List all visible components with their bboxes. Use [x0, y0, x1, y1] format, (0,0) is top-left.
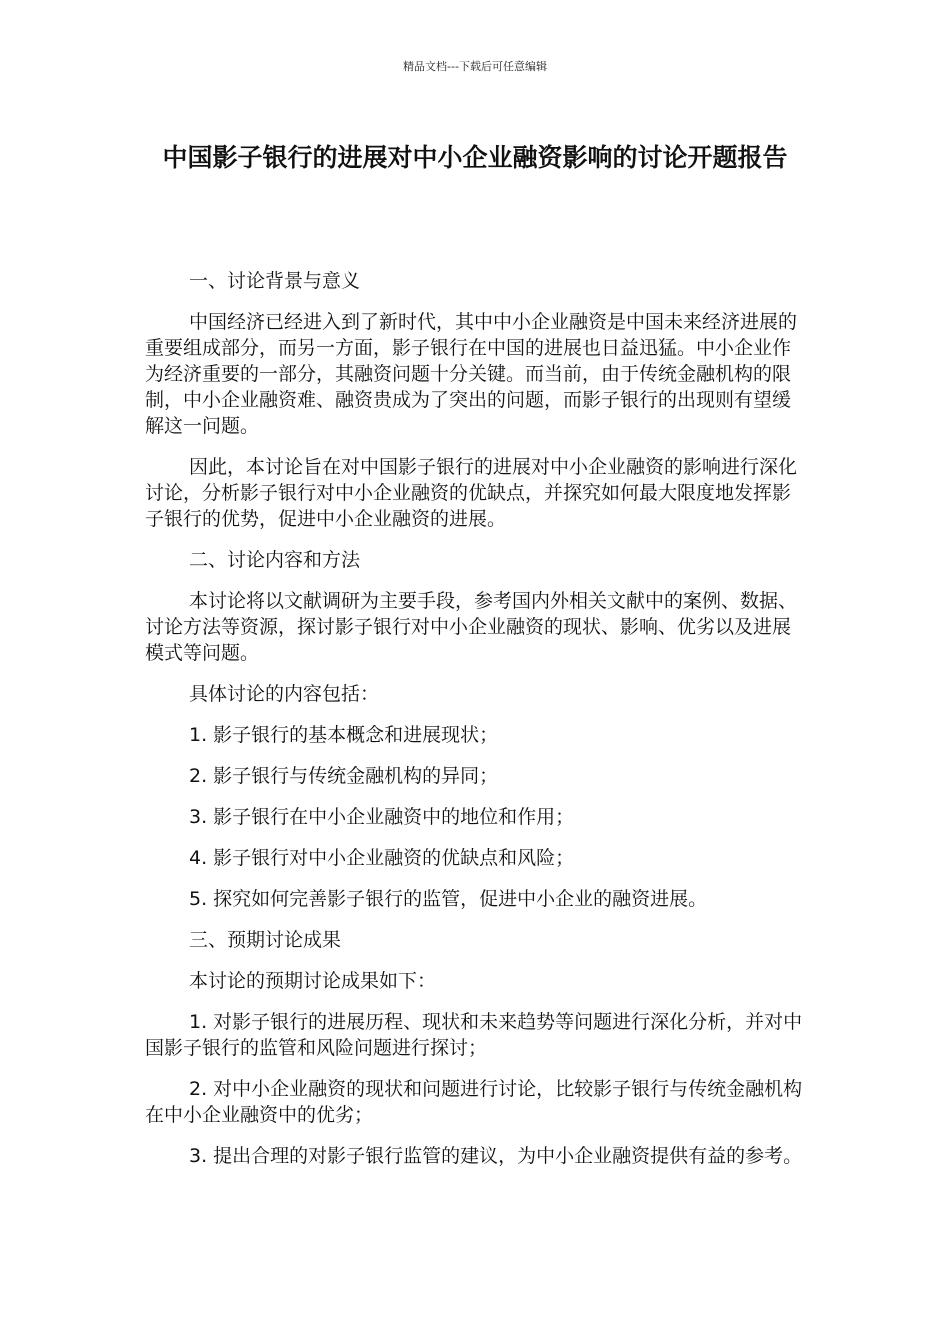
page-header: 精品文档---下载后可任意编辑	[403, 60, 547, 73]
body-paragraph: 本讨论将以文献调研为主要手段，参考国内外相关文献中的案例、数据、讨论方法等资源，探讨影子银行对中小企业融资的现状、影响、优劣以及进展模式等问题。	[145, 590, 798, 664]
body-paragraph: 具体讨论的内容包括：	[189, 683, 380, 705]
body-paragraph: 本讨论的预期讨论成果如下：	[189, 970, 437, 992]
list-item: 1. 对影子银行的进展历程、现状和未来趋势等问题进行深化分析，并对中国影子银行的监管和风险问题进行探讨；	[145, 1011, 803, 1059]
list-item: 5. 探究如何完善影子银行的监管，促进中小企业的融资进展。	[189, 888, 708, 910]
section-heading-background: 一、讨论背景与意义	[189, 270, 361, 292]
list-item: 3. 影子银行在中小企业融资中的地位和作用；	[189, 806, 575, 828]
list-item: 1. 影子银行的基本概念和进展现状；	[189, 724, 499, 746]
section-heading-expected-results: 三、预期讨论成果	[189, 929, 342, 951]
list-item: 2. 影子银行与传统金融机构的异同；	[189, 765, 499, 787]
body-paragraph: 因此，本讨论旨在对中国影子银行的进展对中小企业融资的影响进行深化讨论，分析影子银行对中小企业融资的优缺点，并探究如何最大限度地发挥影子银行的优势，促进中小企业融资的进展。	[145, 456, 798, 530]
document-title: 中国影子银行的进展对中小企业融资影响的讨论开题报告	[162, 143, 788, 172]
document-body	[145, 268, 805, 1184]
section-heading-content-method: 二、讨论内容和方法	[189, 549, 361, 571]
list-item: 3. 提出合理的对影子银行监管的建议，为中小企业融资提供有益的参考。	[189, 1145, 803, 1167]
list-item: 2. 对中小企业融资的现状和问题进行讨论，比较影子银行与传统金融机构在中小企业融资中的优劣；	[145, 1078, 803, 1126]
list-item: 4. 影子银行对中小企业融资的优缺点和风险；	[189, 847, 575, 869]
body-paragraph: 中国经济已经进入到了新时代，其中中小企业融资是中国未来经济进展的重要组成部分，而另一方面，影子银行在中国的进展也日益迅猛。中小企业作为经济重要的一部分，其融资问题十分关键。而当前，由于传统金融机构的限制，中小企业融资难、融资贵成为了突出的问题，而影子银行的出现则有望缓解这一问题。	[145, 311, 798, 437]
